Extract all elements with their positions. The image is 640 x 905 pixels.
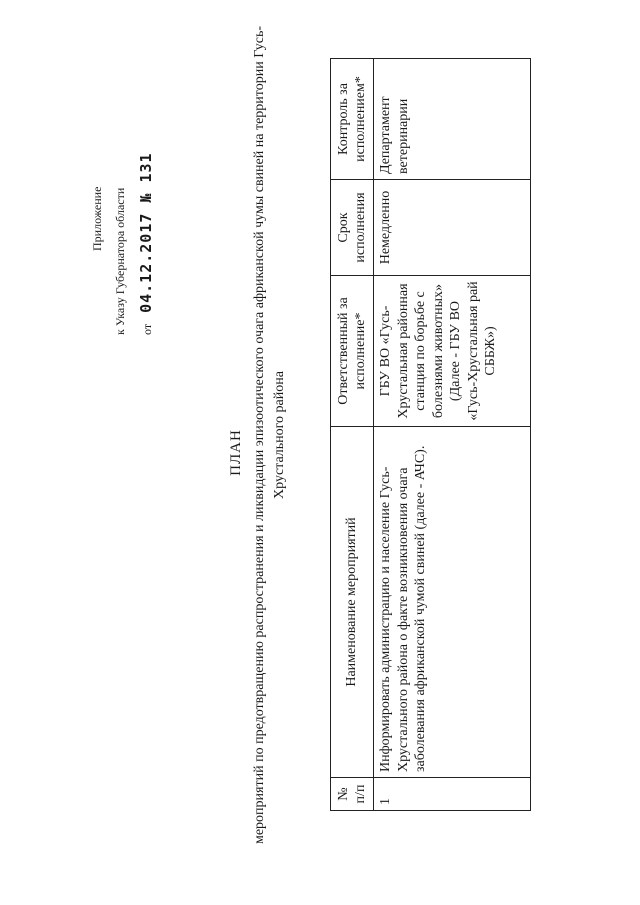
appendix-block: [86, 152, 160, 335]
cell-control: Департамент ветеринарии: [374, 59, 531, 180]
plan-heading: ПЛАН: [228, 429, 244, 476]
appendix-date-number: 04.12.2017 № 131: [136, 152, 155, 313]
appendix-date-line: [132, 152, 161, 335]
plan-subheading: мероприятий по предотвращению распространения и ликвидации эпизоотического очага африканской чумы свиней на территории Гусь-Хрустального района: [252, 25, 287, 845]
cell-term: Немедленно: [374, 180, 531, 276]
appendix-title: Приложение: [90, 186, 104, 251]
cell-num: 1: [374, 778, 531, 811]
table-row: [374, 59, 531, 811]
header-responsible: Ответственный за исполнение*: [331, 276, 374, 427]
plan-table: [330, 58, 531, 811]
appendix-decree-ref: к Указу Губернатора области: [112, 187, 127, 335]
header-num: № п/п: [331, 778, 374, 811]
header-name: Наименование мероприятий: [331, 427, 374, 778]
header-control: Контроль за исполнением*: [331, 59, 374, 180]
table-header-row: [331, 59, 374, 811]
header-term: Срок исполнения: [331, 180, 374, 276]
appendix-from-word: от: [139, 323, 154, 335]
cell-responsible: ГБУ ВО «Гусь-Хрустальная районная станция по борьбе с болезнями животных» (Далее - ГБУ ВО «Гусь-Хрустальная рай СББЖ»): [374, 276, 531, 427]
cell-name: Информировать администрацию и население Гусь-Хрустального района о факте возникновения очага заболевания африканской чумой свиней (далее - АЧС).: [374, 427, 531, 778]
